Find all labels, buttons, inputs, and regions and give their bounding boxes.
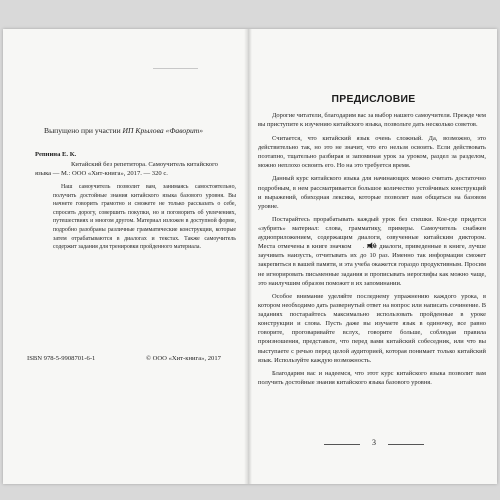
paragraph: Дорогие читатели, благодарим вас за выбор нашего самоучителя. Прежде чем вы приступите к изучению китайского языка, позвольте дать несколько советов. [258, 112, 486, 129]
paragraph: Считается, что китайский язык очень сложный. Да, возможно, это действительно так, но это не значит, что его нельзя освоить. Если действовать поэтапно, тщательно разбирая и запоминая урок за уроком, раздел за разделом, можно неплохо освоить его. Но на это требуется время. [258, 134, 486, 169]
left-page [3, 29, 248, 484]
bib-author: Репнина Е. К. [35, 151, 77, 158]
paragraph: Данный курс китайского языка для начинающих можно считать достаточно подробным, в нем рассматривается большое количество устойчивых конструкций и выражений, обиходная лексика, которые позволят вам общаться на базовом уровне. [258, 175, 486, 210]
speaker-icon [354, 242, 363, 249]
isbn: ISBN 978-5-9908701-6-1 [27, 355, 96, 362]
paragraph: Благодарим вас и надеемся, что этот курс китайского языка позволит вам получить достойные знания китайского языка базового уровня. [258, 370, 486, 387]
paragraph-text: Постарайтесь прорабатывать каждый урок без спешки. Кое-где придется «зубрить» материал: слова, грамматику, примеры. Самоучитель снабжен аудиоприложением, содержащим диалоги, озвученные китайским диктором. Места отмечены в книге значком [258, 216, 486, 251]
bib-line-1: Китайский без репетитора. Самоучитель китайского [71, 160, 218, 168]
page-number-rule [324, 444, 360, 445]
preface-body [258, 111, 486, 392]
book-spread [3, 29, 497, 484]
copyright: © ООО «Хит-книга», 2017 [146, 355, 221, 362]
page-number-area [324, 438, 424, 450]
paragraph: Постарайтесь прорабатывать каждый урок без спешки. Кое-где придется «зубрить» материал: слова, грамматику, примеры. Самоучитель снабжен аудиоприложением, содержащим диалоги, озвученные китайским диктором. Места отмечены в книге значком . Все диалоги, приведенные в книге, лучше заучивать наизусть, отчитывать их до 10 раз. Именно так информация сможет закрепиться в вашей памяти, и эта учеба окажется гораздо продуктивным. Просим не игнорировать письменные задания и прописывать иероглифы как можно чаще, это наилучшим образом поможет в их запоминании. [258, 216, 486, 287]
bibliographic-record [35, 150, 236, 179]
publisher-note-prefix: Выпущено при участии [44, 126, 123, 135]
paragraph: Особое внимание уделяйте последнему упражнению каждого урока, в котором необходимо дать развернутый ответ на вопрос или написать сочинение. В заданиях постарайтесь максимально использовать пройденные в уроке конструкции и слова. Пусть даже вы изучаете язык в одиночку, все равно говорите, проговаривайте вслух, говорите больше, соблюдая правила произношения, представьте, что перед вами китайский собеседник, или что вы выступаете с речью перед целой аудиторией, которая понимает только китайский язык. Используйте каждую возможность. [258, 293, 486, 364]
right-page [250, 29, 497, 484]
publisher-name: ИП Крылова «Фаворит» [122, 126, 204, 135]
faint-header-line [153, 68, 198, 69]
paragraph-text-cont: Все диалоги, приведенные в книге, лучше заучивать наизусть, отчитывать их до 10 раз. Именно так информация сможет закрепиться в вашей памяти, и эта учеба окажется гораздо продуктивным. Просим не игнорировать письменные задания и прописывать иероглифы как можно чаще, это наилучшим образом поможет в их запоминании. [258, 243, 486, 287]
publisher-note [44, 126, 203, 135]
page-title: ПРЕДИСЛОВИЕ [331, 94, 416, 105]
page-number: 3 [372, 438, 376, 447]
bib-line-2: языка — М.: ООО «Хит-книга», 2017. — 320 с. [35, 170, 168, 178]
page-number-rule [388, 444, 424, 445]
book-abstract: Наш самоучитель позволит вам, занимаясь самостоятельно, получить достойные знания китайского языка базового уровня. Вы начнете говорить грамотно и сможете не только рассказать о себе, спросить дорогу, совершить покупки, но и поговорить об увлечениях, путешествиях и многом другом. Материал изложен в доступной форме, подробно разобраны различные грамматические конструкции, которые затем отрабатываются в диалогах и текстах. Также самоучитель содержит задания для тренировки пройденного материала. [53, 184, 236, 251]
